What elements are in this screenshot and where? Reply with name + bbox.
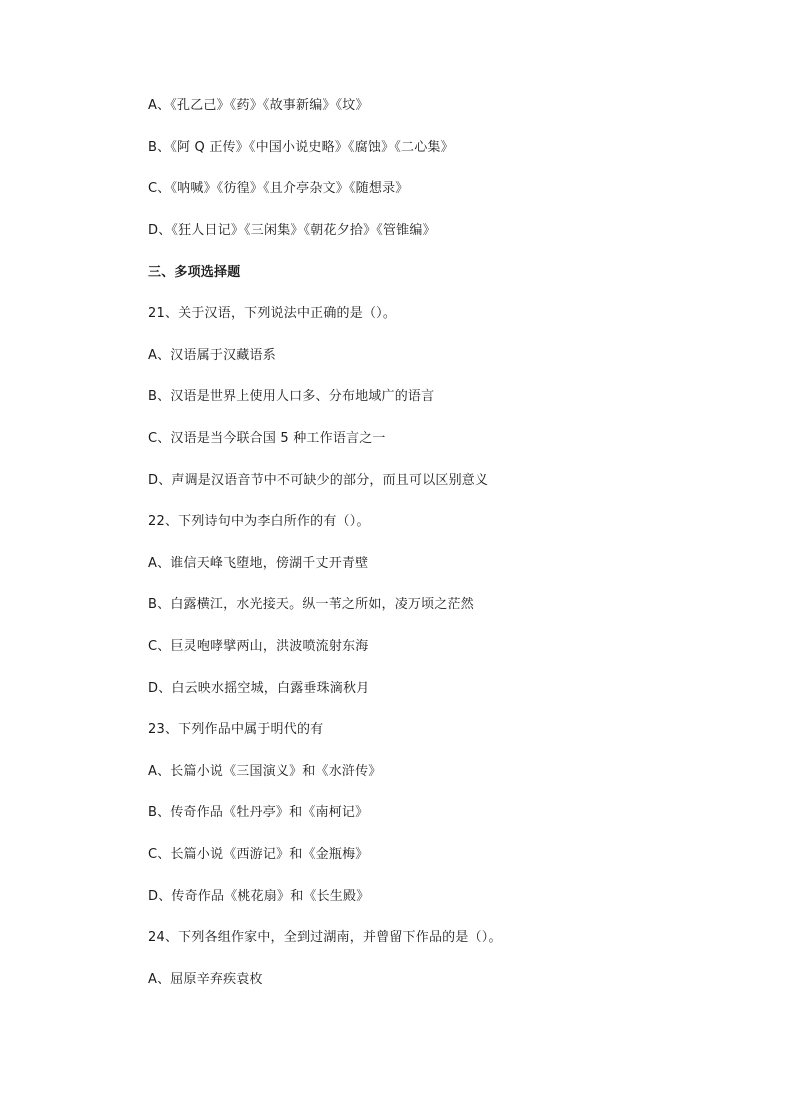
- q21-option-d: D、声调是汉语音节中不可缺少的部分，而且可以区别意义: [148, 473, 489, 488]
- q21-option-b: B、汉语是世界上使用人口多、分布地域广的语言: [148, 389, 435, 404]
- question-22: 22、下列诗句中为李白所作的有（）。: [148, 514, 370, 529]
- q21-option-c: C、汉语是当今联合国 5 种工作语言之一: [148, 431, 386, 446]
- q23-option-d: D、传奇作品《桃花扇》和《长生殿》: [148, 889, 370, 904]
- q22-option-b: B、白露横江，水光接天。纵一苇之所如，凌万顷之茫然: [148, 597, 474, 612]
- q22-option-a: A、谁信天峰飞堕地，傍湖千丈开青壁: [148, 556, 369, 571]
- option-c-text: C、《呐喊》《彷徨》《且介亭杂文》《随想录》: [148, 181, 409, 196]
- q23-option-c: C、长篇小说《西游记》和《金瓶梅》: [148, 847, 369, 862]
- option-d-text: D、《狂人日记》《三闲集》《朝花夕拾》《管锥编》: [148, 223, 436, 238]
- question-23: 23、下列作品中属于明代的有: [148, 722, 324, 737]
- q22-option-d: D、白云映水摇空城，白露垂珠滴秋月: [148, 681, 370, 696]
- q23-option-b: B、传奇作品《牡丹亭》和《南柯记》: [148, 805, 369, 820]
- q21-option-a: A、汉语属于汉藏语系: [148, 348, 276, 363]
- q23-option-a: A、长篇小说《三国演义》和《水浒传》: [148, 764, 382, 779]
- q24-option-a: A、屈原辛弃疾袁枚: [148, 972, 263, 987]
- section-heading: 三、多项选择题: [148, 265, 241, 280]
- question-21: 21、关于汉语，下列说法中正确的是（）。: [148, 306, 397, 321]
- option-b-text: B、《阿 Q 正传》《中国小说史略》《腐蚀》《二心集》: [148, 140, 454, 155]
- option-a-text: A、《孔乙己》《药》《故事新编》《坟》: [148, 98, 369, 113]
- question-24: 24、下列各组作家中，全到过湖南，并曾留下作品的是（）。: [148, 930, 502, 945]
- q22-option-c: C、巨灵咆哮擘两山，洪波喷流射东海: [148, 639, 369, 654]
